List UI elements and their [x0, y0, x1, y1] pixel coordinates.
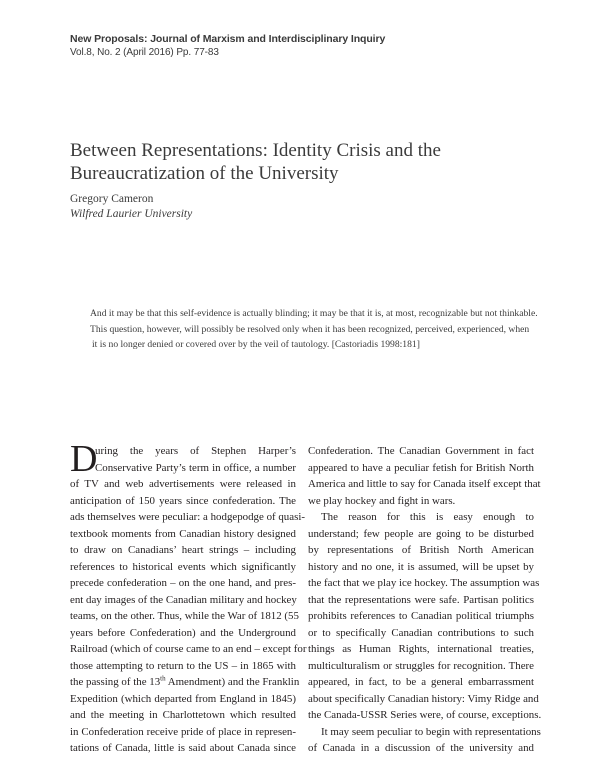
- article-title-line: Between Representations: Identity Crisis and the: [70, 140, 441, 161]
- body-line: Expedition (which departed from England in 1845): [70, 692, 296, 705]
- body-line: about specifically Canadian history: Vimy Ridge and: [308, 692, 539, 705]
- body-line: [70, 674, 300, 691]
- article-title-line: Bureaucratization of the University: [70, 163, 339, 184]
- body-line: or to specifically Canadian contributions to such: [308, 626, 534, 639]
- body-line: Railroad (which of course came to an end – except for: [70, 643, 307, 655]
- epigraph-line: And it may be that this self-evidence is actually blinding; it may be that it is, at most, recognizable but not thinkable.: [90, 308, 538, 319]
- body-line: Conservative Party’s term in office, a number: [95, 461, 296, 474]
- body-line: years before Confederation) and the Underground: [70, 626, 296, 639]
- body-line: of Canada in a discussion of the university and: [308, 742, 534, 754]
- body-line: those attempting to return to the US – in 1865 with: [70, 659, 296, 672]
- epigraph-line: it is no longer denied or covered over by the veil of tautology. [Castoriadis 1998:181]: [92, 339, 420, 350]
- body-line: precede confederation – on the one hand, and pres-: [70, 577, 296, 589]
- body-line: appeared to have a peculiar fetish for British North: [308, 461, 534, 474]
- author-affiliation: Wilfred Laurier University: [70, 208, 193, 220]
- article-title: [70, 139, 540, 185]
- body-line: textbook moments from Canadian history designed: [70, 527, 296, 540]
- body-line: understand; few people are going to be disturbed: [308, 527, 534, 540]
- body-line: multiculturalism or struggles for recognition. There: [308, 659, 534, 672]
- body-line: The reason for this is easy enough to: [321, 511, 534, 523]
- body-line: and the meeting in Charlottetown which resulted: [70, 709, 296, 721]
- body-line: the fact that we play ice hockey. The assumption was: [308, 577, 540, 589]
- body-line: the Canada-USSR Series were, of course, exceptions.: [308, 709, 542, 721]
- body-line: prohibits references to Canadian political triumphs: [308, 610, 534, 622]
- body-line: appeared, in fact, to be a general embarrassment: [308, 676, 534, 688]
- body-column-left: [70, 438, 307, 757]
- superscript: th: [160, 674, 166, 683]
- epigraph-line: This question, however, will possibly be resolved only when it has been recognized, perceived, experienced, when: [90, 323, 530, 335]
- body-line: teams, on the other. Thus, while the War of 1812 (55: [70, 610, 299, 622]
- body-line: uring the years of Stephen Harper’s: [95, 445, 296, 457]
- body-line: America and little to say for Canada itself except that: [308, 478, 541, 490]
- body-line: tations of Canada, little is said about Canada since: [70, 742, 296, 754]
- body-line: ads themselves were peculiar: a hodgepodge of quasi-: [70, 511, 305, 523]
- body-line: by representations of British North American: [308, 544, 534, 556]
- body-line: history and no one, it is assumed, will be upset by: [308, 560, 534, 573]
- body-line: Confederation. The Canadian Government in fact: [308, 445, 534, 457]
- body-line: in Confederation receive pride of place in represen-: [70, 725, 296, 738]
- body-column-right: [308, 443, 542, 757]
- body-text: Amendment) and the Franklin: [165, 676, 300, 688]
- body-text: the passing of the 13: [70, 676, 161, 688]
- body-line: references to historical events which significantly: [70, 560, 296, 573]
- body-line: that the representations were safe. Partisan politics: [308, 593, 534, 606]
- body-line: things as Human Rights, international treaties,: [308, 643, 534, 655]
- journal-header: [70, 33, 385, 59]
- body-line: we play hockey and fight in wars.: [308, 494, 456, 507]
- journal-issue: Vol.8, No. 2 (April 2016) Pp. 77-83: [70, 47, 219, 58]
- body-line: of TV and web advertisements were released in: [70, 478, 296, 490]
- body-line: It may seem peculiar to begin with representations: [321, 725, 541, 738]
- drop-cap: D: [70, 438, 98, 480]
- author-name: Gregory Cameron: [70, 193, 154, 205]
- body-line: to draw on Canadians’ heart strings – including: [70, 544, 296, 556]
- journal-name: New Proposals: Journal of Marxism and Interdisciplinary Inquiry: [70, 33, 386, 45]
- epigraph: [90, 306, 538, 353]
- body-line: anticipation of 150 years since confederation. The: [70, 494, 296, 507]
- body-line: ent day images of the Canadian military and hockey: [70, 593, 297, 606]
